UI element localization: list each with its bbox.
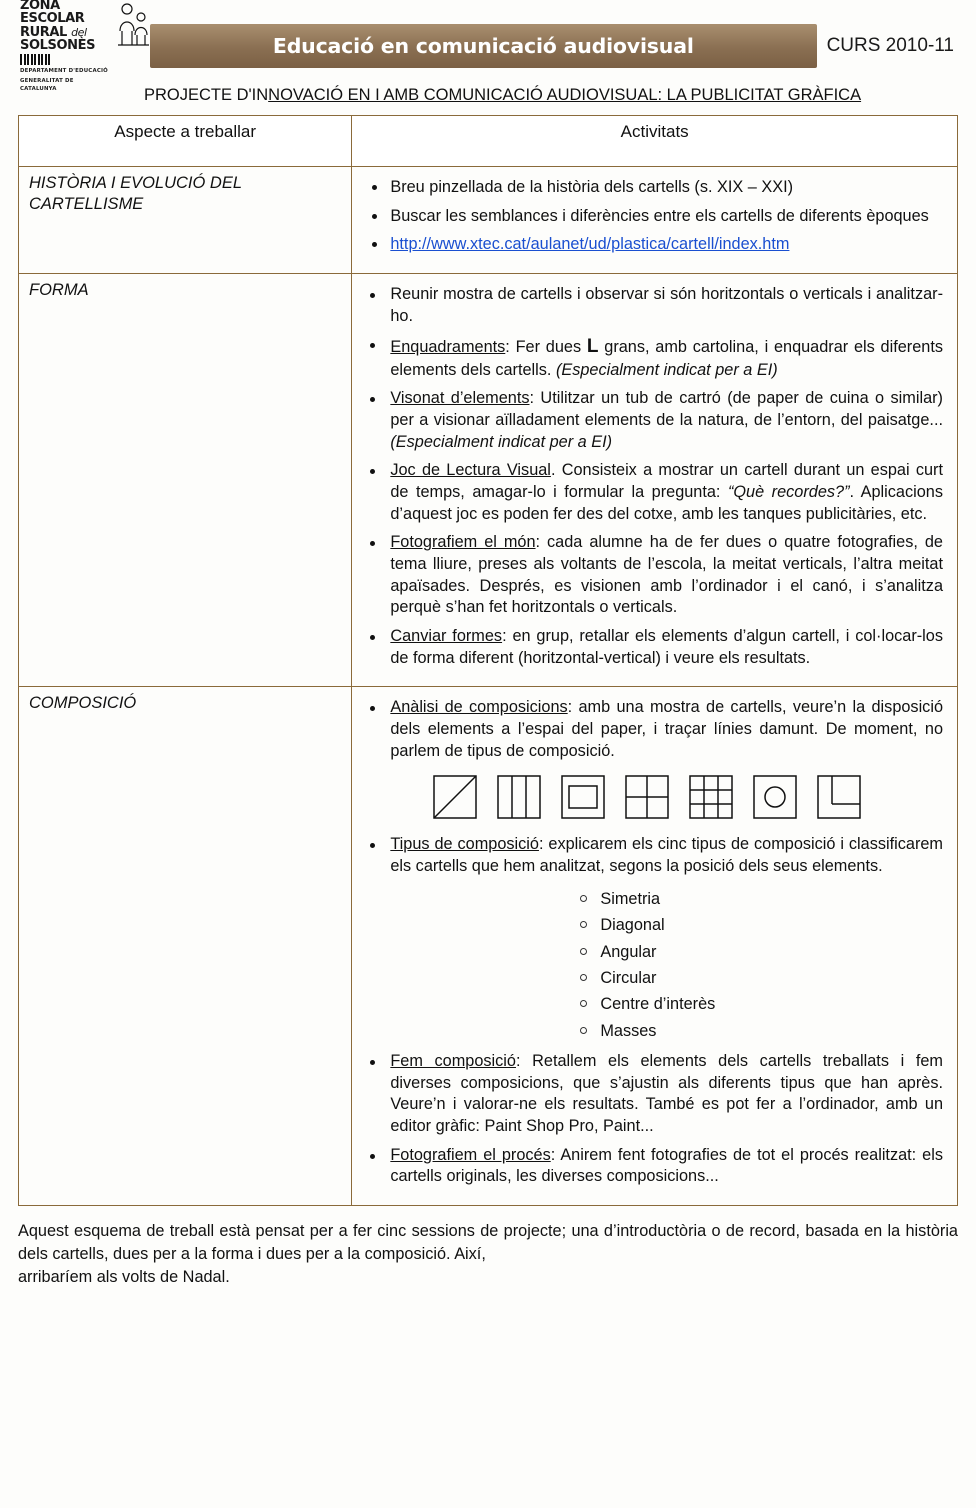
single-frame-square-icon xyxy=(560,774,606,820)
activity-title: Fem composició xyxy=(390,1052,516,1071)
logo-line-1: ZONA xyxy=(20,0,60,14)
activity-bold-letter: L xyxy=(586,336,599,358)
activity-text: : Retallem els elements dels cartells treballats i fem diverses composicions, que s’ajustin als diferents tipus que han après. Veure’n i valorar-ne els resultats. També es pot fer a l’ordinador, amb un editor gràfic: Paint Shop Pro, Paint... xyxy=(390,1052,943,1136)
activities-history xyxy=(352,167,958,274)
footer-last-line: arribaríem als volts de Nadal. xyxy=(18,1268,230,1287)
logo-line-4: SOLSONÈS xyxy=(20,37,96,53)
footer-note xyxy=(18,1220,958,1289)
logo-line-3-main: RURAL xyxy=(20,24,67,40)
list-item xyxy=(388,177,943,199)
table-row xyxy=(19,274,958,687)
page-header xyxy=(18,0,958,92)
title-banner xyxy=(150,24,817,68)
table-row xyxy=(19,167,958,274)
activities-forma xyxy=(352,274,958,687)
list-item: Circular xyxy=(600,965,943,991)
logo-barcode-icon xyxy=(20,54,112,65)
aspect-forma: FORMA xyxy=(19,274,352,687)
activity-list-history xyxy=(362,177,947,256)
list-item xyxy=(388,1051,943,1138)
activities-composicio xyxy=(352,687,958,1206)
footer-paragraph: Aquest esquema de treball està pensat per a fer cinc sessions de projecte; una d’introductòria o de record, basada en la història dels cartells, dues per a la forma i dues per a la composició. Així, xyxy=(18,1222,958,1264)
activity-title: Fotografiem el procés xyxy=(390,1145,551,1164)
activities-table xyxy=(18,115,958,1206)
activity-text: : cada alumne ha de fer dues o quatre fotografies, de tema lliure, preses als voltants de l’escola, la meitat verticals, l’altra meitat apaïsades. Després, es visionen amb l’ordinador i el canó, i s’analitza perquè s’han fet horitzontals o verticals. xyxy=(390,533,943,617)
list-item xyxy=(388,1145,943,1188)
activity-text: : Fer dues xyxy=(505,338,587,357)
column-header-activities: Activitats xyxy=(352,116,958,167)
activity-list-forma xyxy=(362,284,947,669)
project-subtitle xyxy=(18,78,958,115)
activity-text: . Consisteix a mostrar un cartell durant un espai curt de temps, amagar-lo i formular la pregunta: xyxy=(390,461,944,501)
activity-title: Fotografiem el món xyxy=(390,533,536,552)
table-header-row xyxy=(19,116,958,167)
activity-italic-quote: “Què recordes?” xyxy=(727,482,850,501)
activity-text-2: grans, amb cartolina, i enquadrar els diferents elements dels cartells. xyxy=(390,338,943,379)
subtitle-prefix: PROJECTE D'IN xyxy=(144,86,269,104)
logo-department-line1: DEPARTAMENT D'EDUCACIÓ xyxy=(20,68,108,75)
four-quadrant-square-icon xyxy=(624,774,670,820)
logo-line-3-suffix: del xyxy=(71,25,87,39)
banner-title: Educació en comunicació audiovisual xyxy=(272,34,694,58)
zer-logo xyxy=(18,0,150,93)
activity-text: Breu pinzellada de la història dels cartells (s. XIX – XXI) xyxy=(390,178,794,196)
list-item xyxy=(388,626,943,669)
activity-title: Joc de Lectura Visual xyxy=(390,461,551,480)
list-item: Angular xyxy=(600,939,943,965)
list-item: Simetria xyxy=(600,886,943,912)
activity-text: : en grup, retallar els elements d’algun cartell, i col·locar-los de forma diferent (horitzontal-vertical) i veure els resultats. xyxy=(390,627,943,667)
list-item xyxy=(388,697,943,820)
logo-line-2: ESCOLAR xyxy=(20,11,85,27)
logo-text-block xyxy=(20,0,112,93)
course-label: CURS 2010-11 xyxy=(826,35,954,56)
column-header-aspect: Aspecte a treballar xyxy=(19,116,352,167)
activity-text-2: . Aplicacions d’aquest joc es poden fer des del cotxe, amb les tanques publicitàries, etc. xyxy=(390,482,943,523)
composition-shapes-diagram xyxy=(390,774,943,820)
list-item xyxy=(388,206,943,228)
activity-title: Enquadraments xyxy=(390,338,506,357)
activity-text: : amb una mostra de cartells, veure’n la disposició dels elements a l’espai del paper, i traçar línies damunt. De moment, no parlem de tipus de composició. xyxy=(390,698,943,760)
list-item xyxy=(388,834,943,1044)
list-item xyxy=(388,460,943,525)
list-item[interactable] xyxy=(388,234,943,256)
logo-line-3 xyxy=(20,26,112,39)
activity-list-composicio xyxy=(362,697,947,1188)
subtitle-underlined: NOVACIÓ EN I AMB COMUNICACIÓ AUDIOVISUAL: LA PUBLICITAT GRÀFICA xyxy=(268,86,862,104)
activity-text: : explicarem els cinc tipus de composició i classificarem els cartells que hem analitzat, segons la posició dels seus elements. xyxy=(390,835,943,876)
list-item xyxy=(388,284,943,327)
activity-italic-note: (Especialment indicat per a EI) xyxy=(555,360,778,379)
xtec-cartell-link[interactable]: http://www.xtec.cat/aulanet/ud/plastica/cartell/index.htm xyxy=(390,235,790,254)
activity-text: : Utilitzar un tub de cartró (de paper de cuina o similar) per a visionar aïlladament elements de la natura, de l’entorn, del paisatge... xyxy=(390,389,943,429)
activity-title: Canviar formes xyxy=(390,627,503,646)
activity-text: Reunir mostra de cartells i observar si són horitzontals o verticals i analitzar-ho. xyxy=(390,285,943,325)
list-item: Diagonal xyxy=(600,912,943,938)
nine-grid-square-icon xyxy=(688,774,734,820)
activity-text: : Anirem fent fotografies de tot el procés realitzat: els cartells originals, les diverses composicions... xyxy=(390,1145,943,1186)
aspect-composicio: COMPOSICIÓ xyxy=(19,687,352,1206)
logo-people-icon xyxy=(116,1,150,47)
circle-in-square-icon xyxy=(752,774,798,820)
list-item: Masses xyxy=(600,1018,943,1044)
list-item: Centre d’interès xyxy=(600,991,943,1017)
list-item xyxy=(388,388,943,453)
corner-panel-square-icon xyxy=(816,774,862,820)
activity-text: Buscar les semblances i diferències entre els cartells de diferents èpoques xyxy=(390,206,929,225)
activity-title: Visonat d’elements xyxy=(390,389,530,408)
two-vertical-panels-icon xyxy=(496,774,542,820)
aspect-history: HISTÒRIA I EVOLUCIÓ DEL CARTELLISME xyxy=(19,167,352,274)
activity-title: Tipus de composició xyxy=(390,835,539,854)
diagonal-split-square-icon xyxy=(432,774,478,820)
activity-title: Anàlisi de composicions xyxy=(390,698,568,717)
list-item xyxy=(388,532,943,619)
logo-department-line2: GENERALITAT DE CATALUNYA xyxy=(20,78,74,92)
activity-italic-note: (Especialment indicat per a EI) xyxy=(390,432,613,451)
list-item xyxy=(388,334,943,381)
composition-types-list xyxy=(390,886,943,1044)
table-row xyxy=(19,687,958,1206)
